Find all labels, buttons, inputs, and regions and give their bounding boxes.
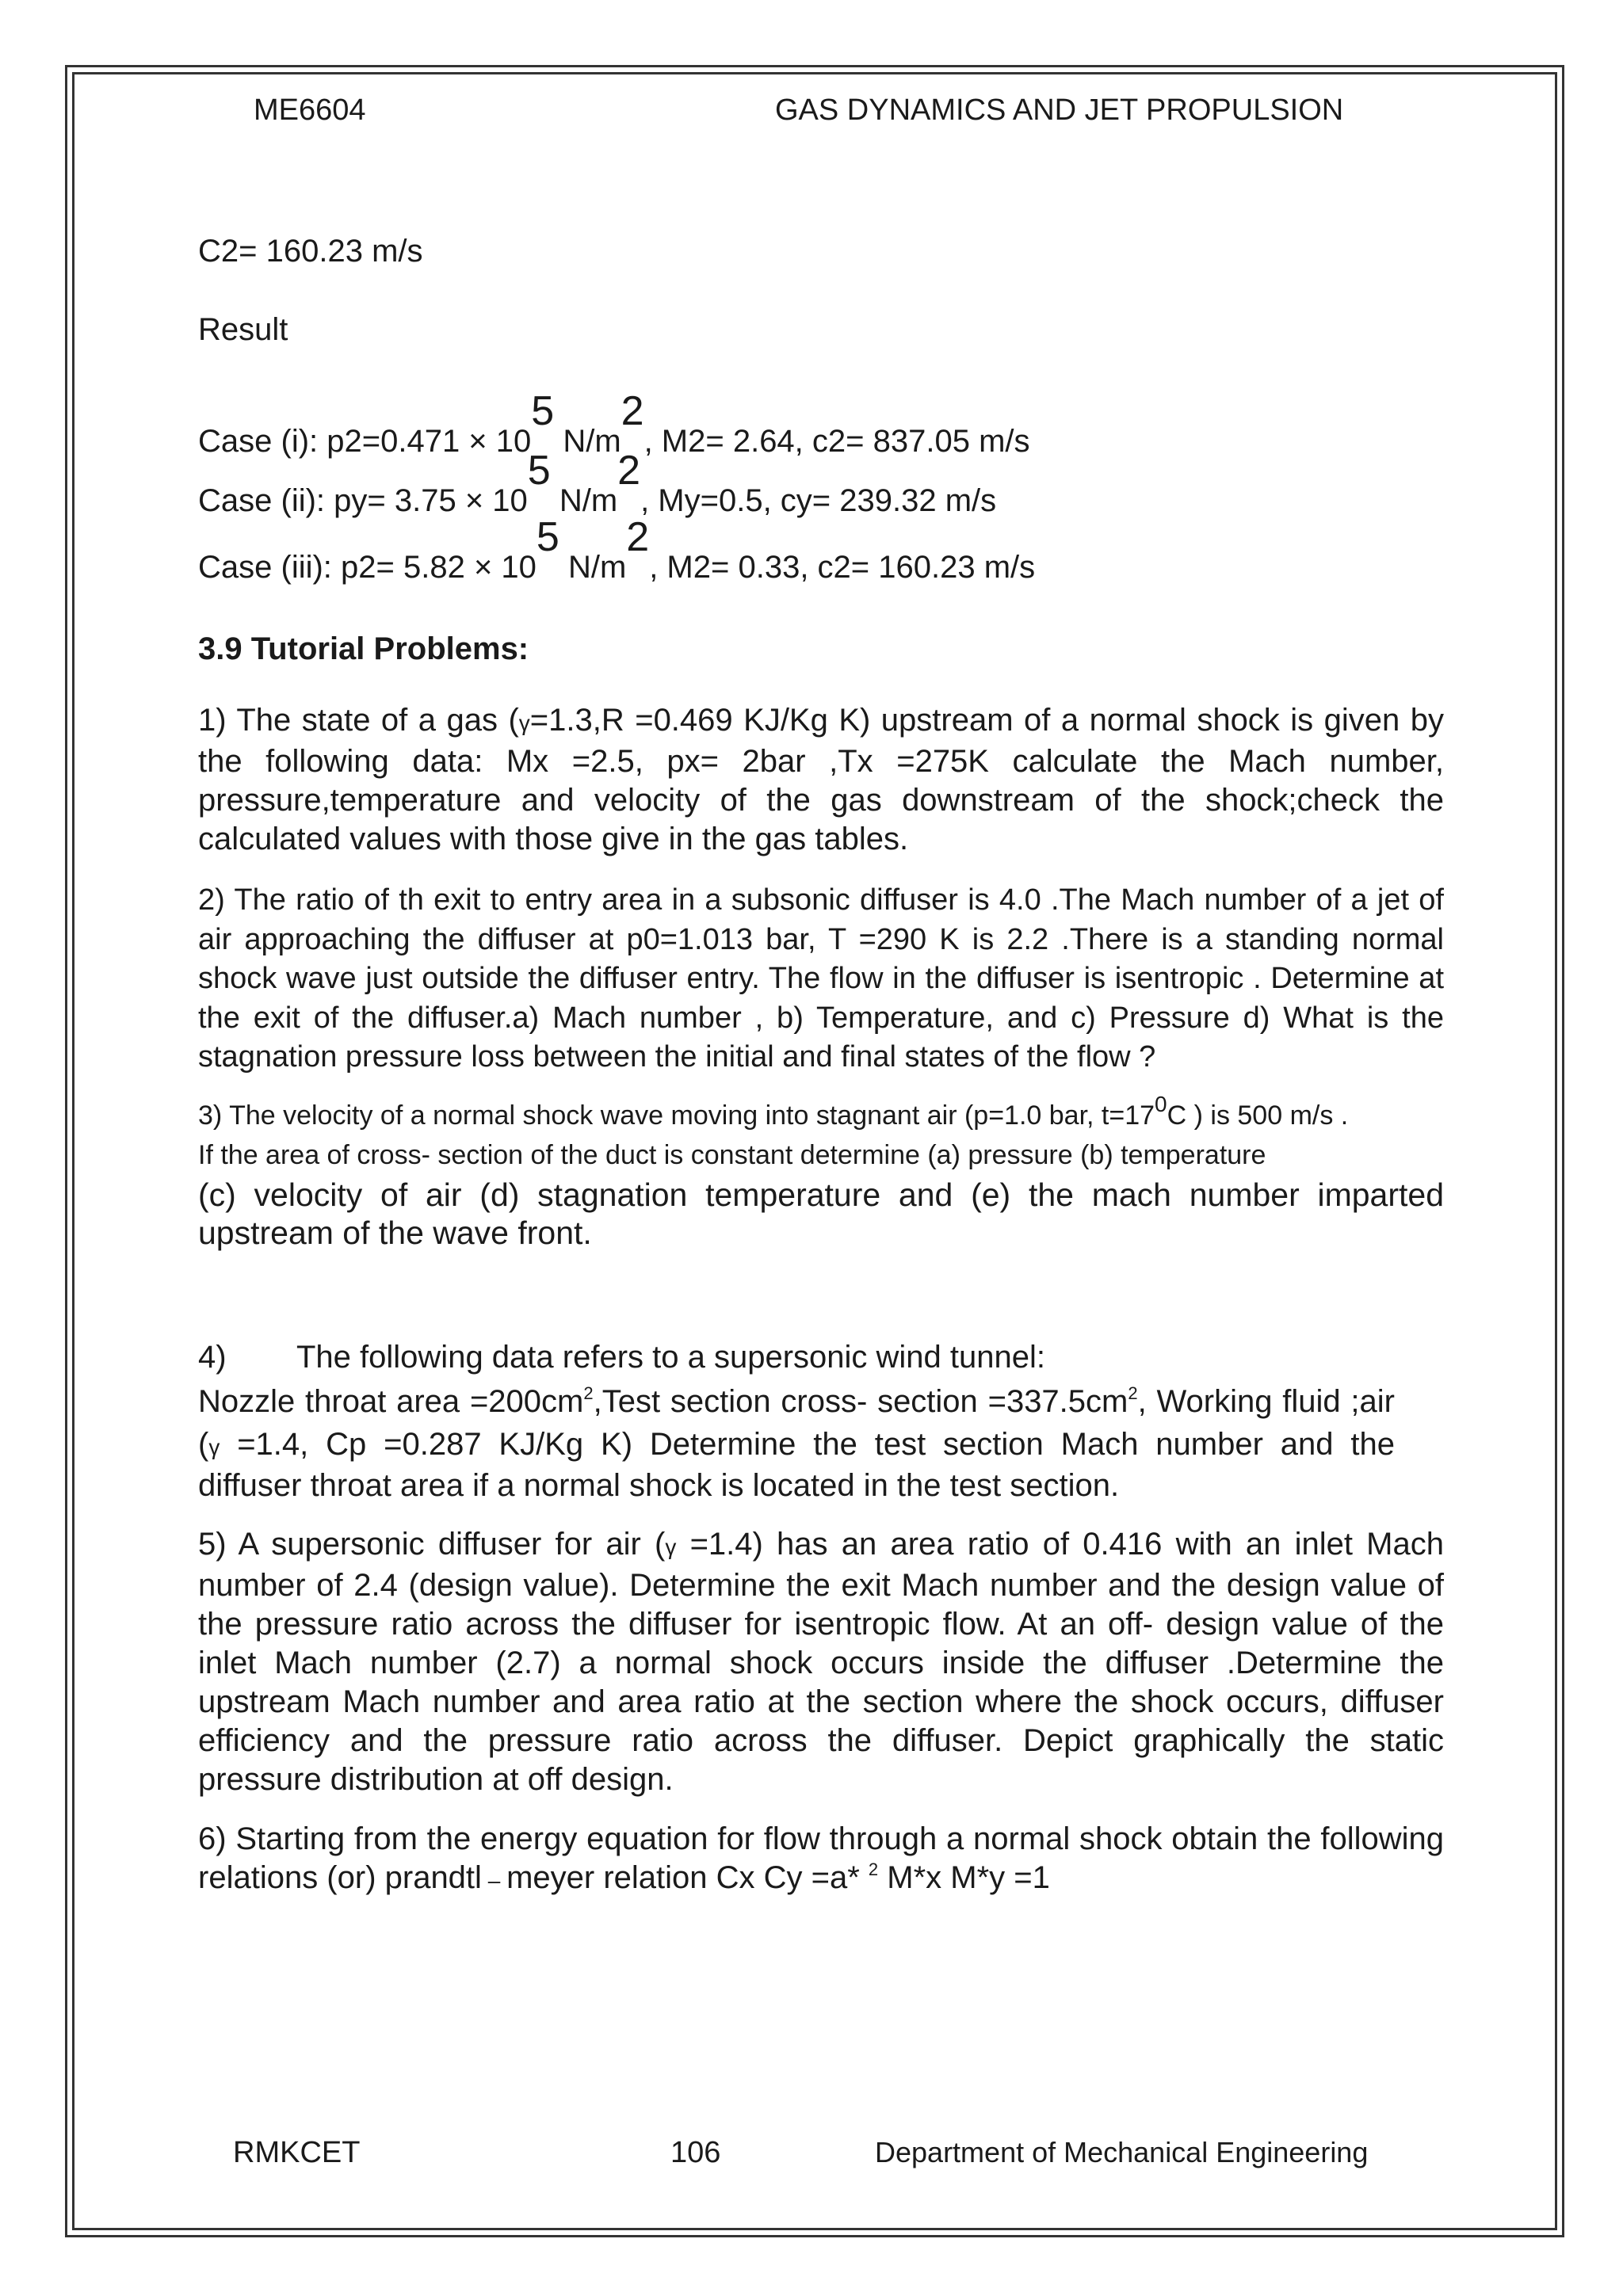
case-line-3: Case (iii): p2= 5.82 × 105 N/m2, M2= 0.33, c2= 160.23 m/s	[198, 514, 1036, 585]
c2-result-line: C2= 160.23 m/s	[198, 234, 423, 269]
problem-3-rest: (c) velocity of air (d) stagnation temperature and (e) the mach number imparted upstream of the wave front.	[198, 1177, 1444, 1251]
case-line-2: Case (ii): py= 3.75 × 105 N/m2, My=0.5, cy= 239.32 m/s	[198, 448, 997, 518]
problem-4-heading: The following data refers to a supersonic wind tunnel:	[296, 1340, 1045, 1375]
header-course-title: GAS DYNAMICS AND JET PROPULSION	[775, 93, 1344, 127]
result-label: Result	[198, 312, 288, 347]
header-course-code: ME6604	[254, 93, 366, 127]
problem-3-line-1: 3) The velocity of a normal shock wave moving into stagnant air (p=1.0 bar, $t=17^0C$ ) is 500 m/s .	[198, 1092, 1349, 1131]
problem-6: 6) Starting from the energy equation for flow through a normal shock obtain the following relations (or) prandtl – meyer relation Cx Cy =a* $^2$ M*x M*y =1	[198, 1821, 1444, 1895]
footer-institution: RMKCET	[233, 2136, 361, 2169]
problem-4-number: 4)	[198, 1340, 227, 1375]
problem-1: 1) The state of a gas (γ=1.3,R =0.469 KJ/Kg K) upstream of a normal shock is given by the following data: Mx =2.5, px= 2bar ,Tx =275K calculate the Mach number, pressure,temperature and velocity of the gas downstream of the shock;check the calculated values with those give in the gas tables.	[198, 703, 1444, 856]
problem-2: 2) The ratio of th exit to entry area in a subsonic diffuser is 4.0 .The Mach number of a jet of air approaching the diffuser at p0=1.013 bar, T =290 K is 2.2 .There is a standing normal shock wave just outside the diffuser entry. The flow in the diffuser is isentropic . Determine at the exit of the diffuser.a) Mach number , b) Temperature, and c) Pressure d) What is the stagnation pressure loss between the initial and final states of the flow ?	[198, 883, 1444, 1074]
case-line-1: Case (i): p2=0.471 × 105 N/m2, M2= 2.64, c2= 837.05 m/s	[198, 388, 1030, 459]
footer-department: Department of Mechanical Engineering	[875, 2136, 1369, 2168]
problem-4-body: Nozzle throat area $=200cm^2,Test$ section cross- section $=337.5cm^2$, Working fluid ;air (γ =1.4, Cp =0.287 KJ/Kg K) Determine the test section Mach number and the diffuser throat area if a normal shock is located in the test section.	[198, 1383, 1396, 1503]
section-title: 3.9 Tutorial Problems:	[198, 631, 529, 666]
problem-5: 5) A supersonic diffuser for air (γ =1.4) has an area ratio of 0.416 with an inlet Mach number of 2.4 (design value). Determine the exit Mach number and the design value of the pressure ratio across the diffuser for isentropic flow. At an off- design value of the inlet Mach number (2.7) a normal shock occurs inside the diffuser .Determine the upstream Mach number and area ratio at the section where the shock occurs, diffuser efficiency and the pressure ratio across the diffuser. Depict graphically the static pressure distribution at off design.	[198, 1527, 1444, 1797]
footer-page-number: 106	[670, 2136, 721, 2169]
problem-3-line-2: If the area of cross- section of the duct is constant determine (a) pressure (b) temperature	[198, 1140, 1266, 1170]
